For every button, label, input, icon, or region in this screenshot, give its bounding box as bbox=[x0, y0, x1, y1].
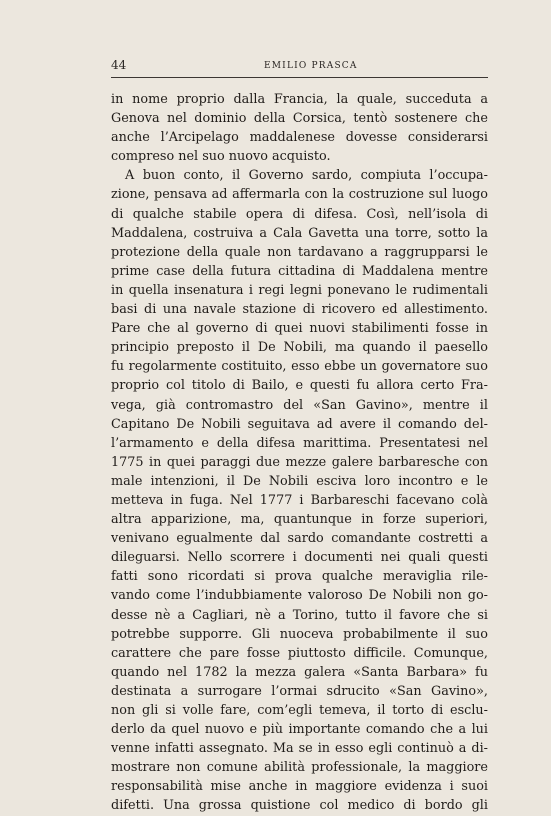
text-line: 1775 in quei paraggi due mezze galere barbaresche con bbox=[111, 454, 488, 470]
text-line: dileguarsi. Nello scorrere i documenti nei quali questi bbox=[111, 550, 488, 566]
text-line: A buon conto, il Governo sardo, compiuta l’occupa- bbox=[125, 168, 488, 184]
text-line: Maddalena, costruiva a Cala Gavetta una torre, sotto la bbox=[111, 225, 488, 241]
text-line: metteva in fuga. Nel 1777 i Barbareschi facevano colà bbox=[111, 492, 488, 508]
text-line: di qualche stabile opera di difesa. Così, nell’isola di bbox=[111, 206, 488, 222]
text-line: proprio col titolo di Bailo, e questi fu allora certo Fra- bbox=[111, 378, 488, 394]
text-line: derlo da quel nuovo e più importante comando che a lui bbox=[111, 722, 488, 738]
text-line: venne infatti assegnato. Ma se in esso egli continuò a di- bbox=[111, 741, 488, 757]
running-head: EMILIO PRASCA bbox=[264, 61, 358, 71]
text-line: vando come l’indubbiamente valoroso De Nobili non go- bbox=[111, 588, 488, 604]
text-line: basi di una navale stazione di ricovero ed allestimento. bbox=[111, 302, 488, 318]
text-line: compreso nel suo nuovo acquisto. bbox=[111, 149, 331, 165]
text-line: non gli si volle fare, com’egli temeva, il torto di esclu- bbox=[111, 703, 488, 718]
text-line: responsabilità mise anche in maggiore evidenza i suoi bbox=[111, 779, 488, 795]
text-line: fatti sono ricordati si prova qualche meraviglia rile- bbox=[111, 569, 488, 585]
text-line: prime case della futura cittadina di Maddalena mentre bbox=[111, 263, 488, 279]
text-line: venivano egualmente dal sardo comandante costretti a bbox=[111, 531, 488, 547]
text-line: desse nè a Cagliari, nè a Torino, tutto il favore che si bbox=[111, 607, 488, 623]
text-line: zione, pensava ad affermarla con la costruzione sul luogo bbox=[111, 187, 488, 203]
text-line: principio preposto il De Nobili, ma quando il paesello bbox=[111, 340, 488, 356]
text-line: male intenzioni, il De Nobili esciva loro incontro e le bbox=[111, 473, 488, 489]
text-line: fu regolarmente costituito, esso ebbe un governatore suo bbox=[111, 359, 488, 375]
page-header bbox=[111, 58, 487, 76]
text-line: in quella insenatura i regi legni ponevano le rudimentali bbox=[111, 282, 488, 298]
text-line: destinata a surrogare l’ormai sdrucito «San Gavino», bbox=[111, 683, 488, 699]
header-rule bbox=[111, 77, 488, 78]
text-line: carattere che pare fosse piuttosto difficile. Comunque, bbox=[111, 645, 488, 661]
text-line: potrebbe supporre. Gli nuoceva probabilmente il suo bbox=[111, 626, 488, 642]
text-line: Pare che al governo di quei nuovi stabilimenti fosse in bbox=[111, 321, 488, 337]
body-text bbox=[111, 90, 488, 816]
text-line: Genova nel dominio della Corsica, tentò sostenere che bbox=[111, 111, 488, 127]
text-line: quando nel 1782 la mezza galera «Santa Barbara» fu bbox=[111, 664, 488, 680]
text-line: anche l’Arcipelago maddalenese dovesse considerarsi bbox=[111, 130, 488, 146]
text-line: altra apparizione, ma, quantunque in forze superiori, bbox=[111, 512, 488, 528]
text-line: Capitano De Nobili seguitava ad avere il comando del- bbox=[111, 416, 488, 432]
text-line: mostrare non comune abilità professionale, la maggiore bbox=[111, 760, 488, 776]
page-number: 44 bbox=[111, 58, 127, 72]
text-line: protezione della quale non tardavano a raggrupparsi le bbox=[111, 244, 488, 260]
text-line: in nome proprio dalla Francia, la quale, succeduta a bbox=[111, 92, 488, 107]
text-line: l’armamento e della difesa marittima. Presentatesi nel bbox=[111, 435, 488, 451]
text-line: difetti. Una grossa quistione col medico di bordo gli bbox=[111, 798, 488, 814]
text-line: vega, già contromastro del «San Gavino», mentre il bbox=[111, 397, 488, 413]
